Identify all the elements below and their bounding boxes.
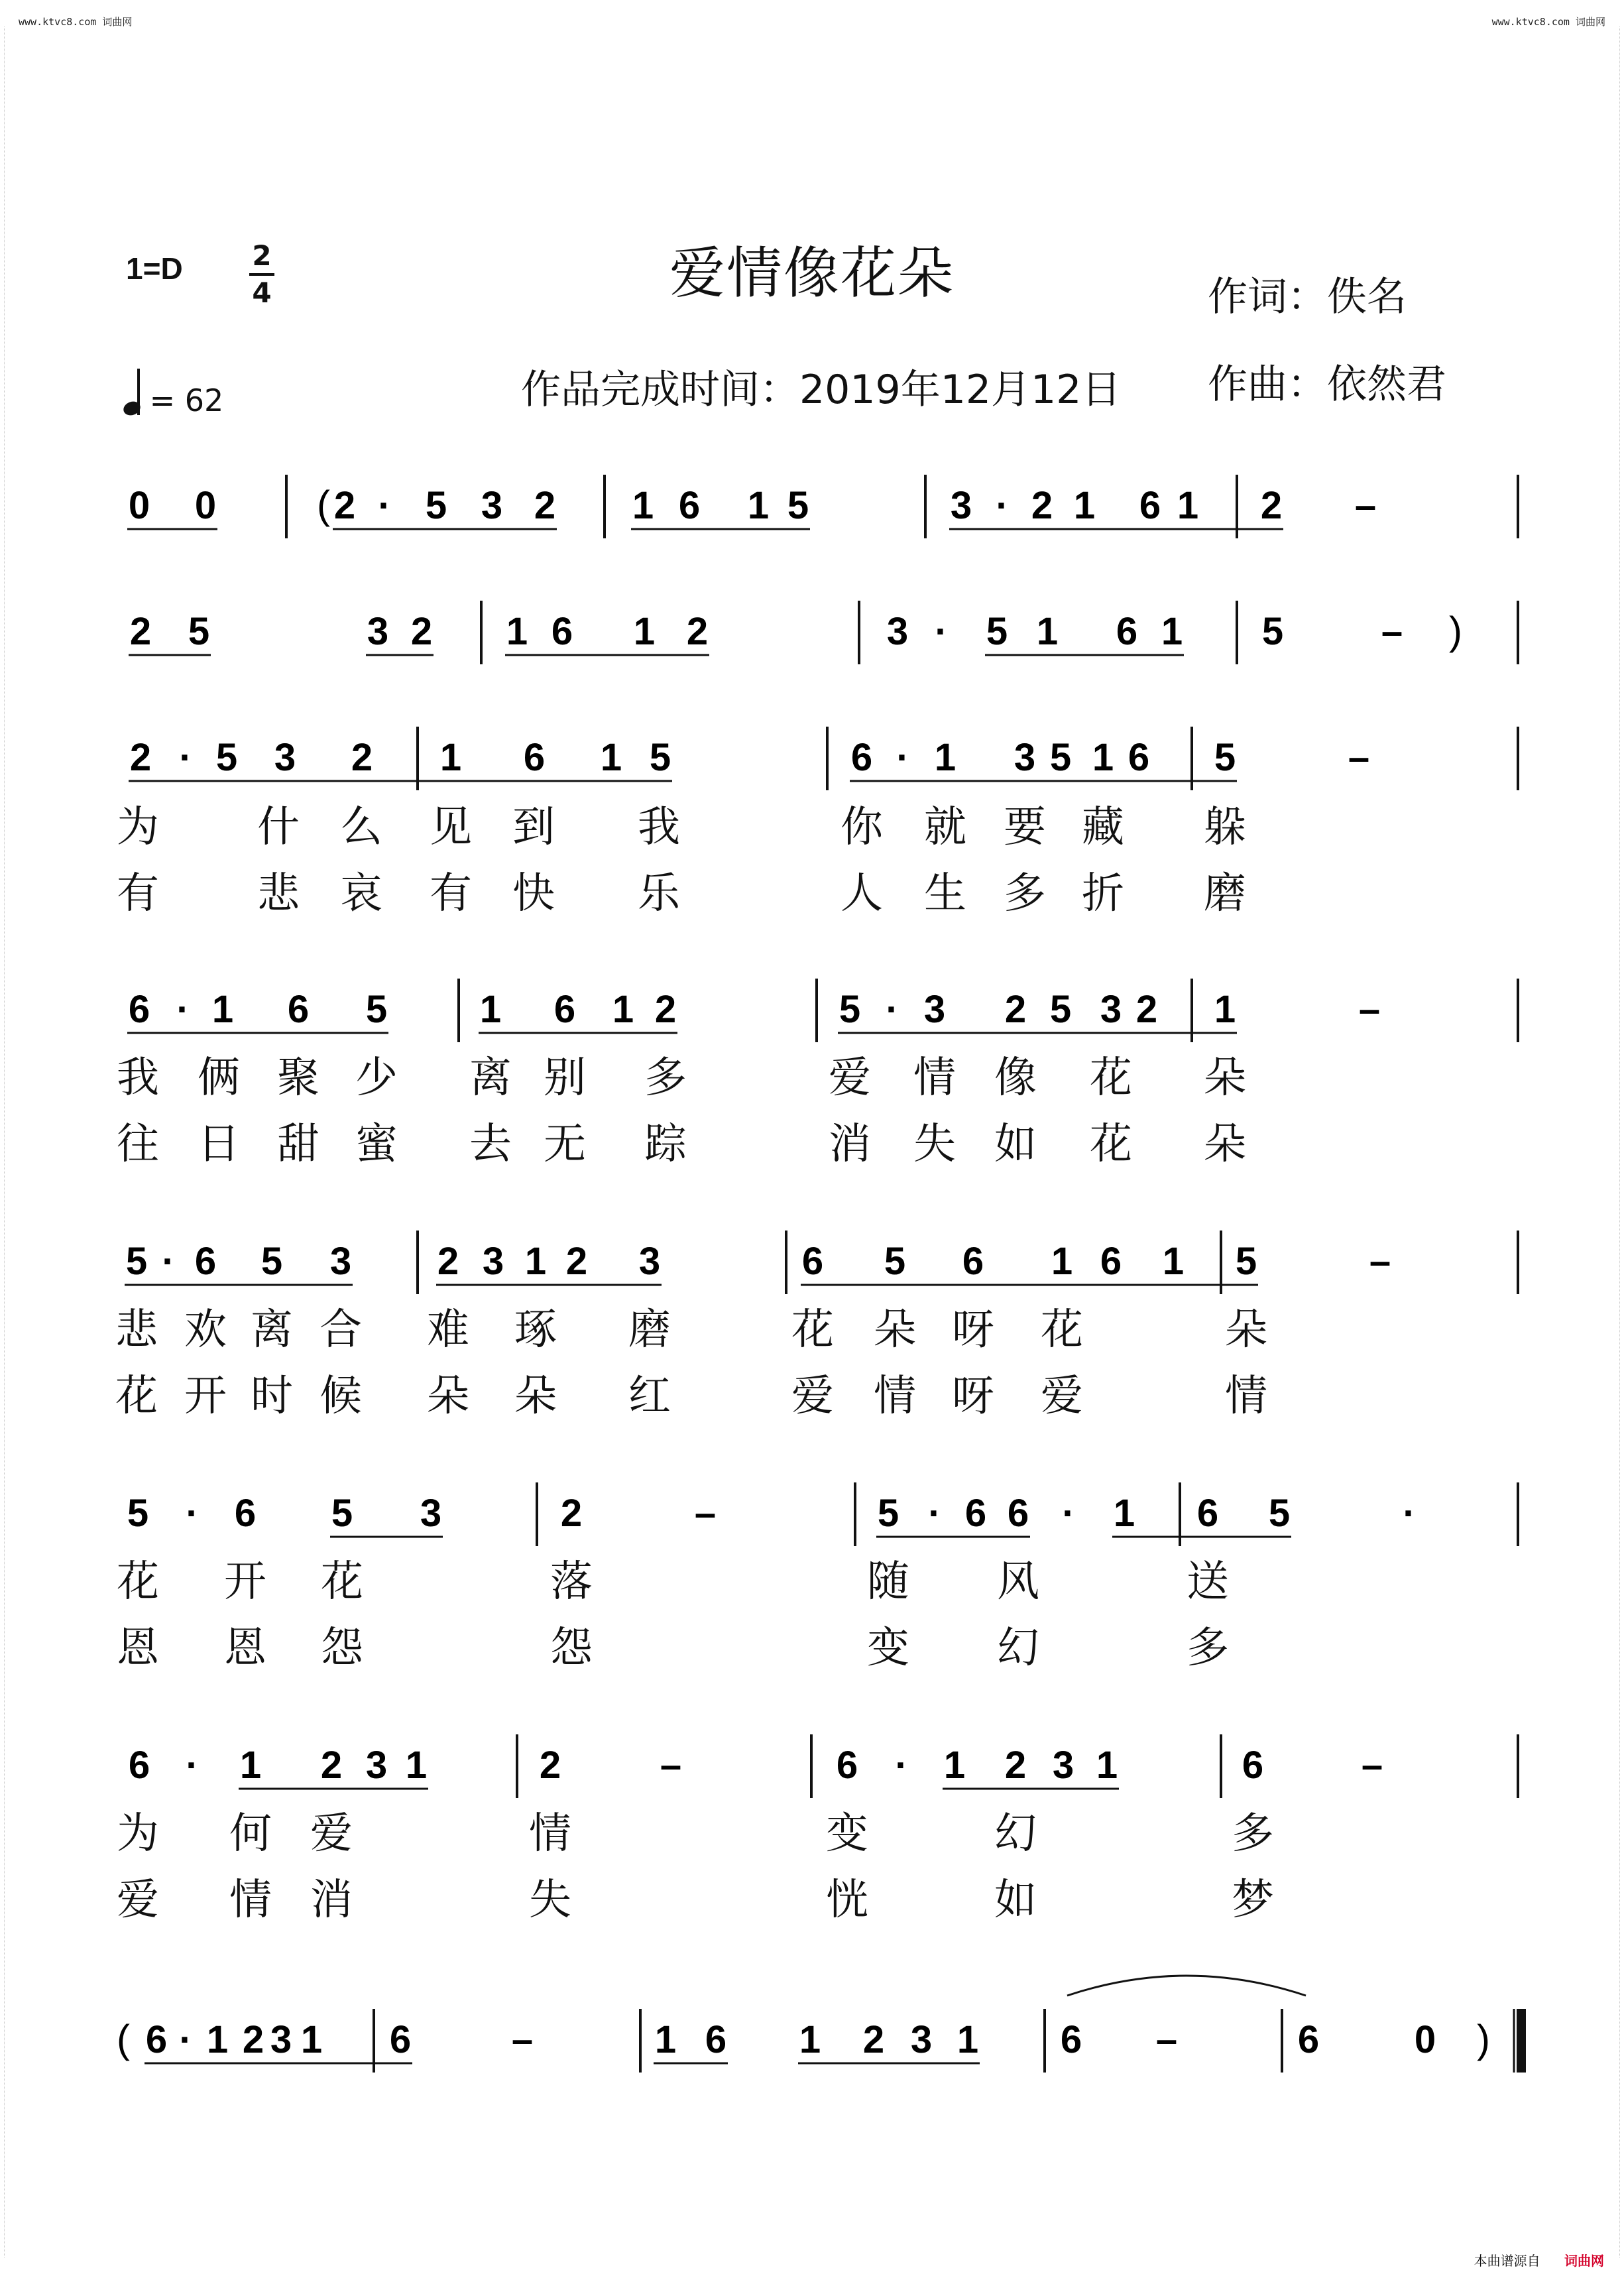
- lyric-char: 人: [841, 869, 883, 918]
- lyric-char: 琢: [514, 1305, 557, 1354]
- lyric-char: 俩: [198, 1053, 240, 1103]
- note-symbol: 1: [632, 484, 654, 527]
- note-symbol: 5: [127, 1492, 149, 1535]
- note-symbol: 2: [129, 610, 152, 653]
- lyric-char: 去: [469, 1120, 512, 1169]
- note-symbol: 1: [1177, 484, 1199, 527]
- slur-arc: [1067, 1976, 1306, 1996]
- note-symbol: 0: [128, 484, 150, 527]
- note-symbol: 6: [1128, 736, 1150, 779]
- note-symbol: 5: [787, 484, 809, 527]
- note-symbol: –: [1369, 1240, 1391, 1283]
- note-symbol: (: [317, 483, 330, 527]
- lyric-char: 怨: [321, 1624, 363, 1673]
- lyric-char: 要: [1004, 803, 1046, 852]
- note-symbol: (: [117, 2017, 130, 2061]
- note-symbol: 3: [950, 484, 972, 527]
- note-symbol: 6: [523, 736, 546, 779]
- lyric-char: 变: [826, 1809, 868, 1858]
- note-symbol: 1: [747, 484, 770, 527]
- note-symbol: 1: [600, 736, 622, 779]
- lyric-char: 什: [257, 803, 300, 852]
- lyric-char: 踪: [644, 1120, 687, 1169]
- note-symbol: ·: [996, 484, 1009, 527]
- lyric-char: 你: [841, 803, 883, 852]
- lyric-char: 躲: [1204, 803, 1246, 852]
- composer: 作曲：依然君: [1208, 361, 1446, 408]
- lyric-char: 为: [117, 803, 159, 852]
- note-symbol: 3: [1100, 988, 1122, 1031]
- note-symbol: –: [1348, 736, 1370, 779]
- note-symbol: 3: [1014, 736, 1036, 779]
- note-symbol: 2: [565, 1240, 588, 1283]
- completion-date: 作品完成时间：2019年12月12日: [521, 367, 1122, 413]
- note-symbol: 5: [1049, 988, 1072, 1031]
- note-symbol: 5: [649, 736, 671, 779]
- note-symbol: 0: [1414, 2018, 1436, 2061]
- time-top: 2: [252, 239, 272, 272]
- note-symbol: 3: [910, 2018, 933, 2061]
- note-symbol: 6: [287, 988, 310, 1031]
- note-symbol: 6: [1116, 610, 1138, 653]
- note-symbol: ·: [162, 1240, 175, 1283]
- site-label-left: www.ktvc8.com 词曲网: [19, 16, 133, 28]
- note-symbol: ): [1449, 609, 1462, 653]
- note-symbol: 1: [1162, 1240, 1185, 1283]
- note-symbol: 3: [274, 736, 296, 779]
- note-symbol: –: [660, 1744, 682, 1787]
- lyric-char: 爱: [1041, 1372, 1083, 1421]
- note-symbol: 5: [261, 1240, 283, 1283]
- note-symbol: 3: [1052, 1744, 1074, 1787]
- note-symbol: ·: [176, 988, 190, 1031]
- note-symbol: 1: [206, 2018, 229, 2061]
- note-symbol: 1: [654, 2018, 677, 2061]
- note-symbol: ·: [896, 736, 909, 779]
- lyric-char: 朵: [1225, 1305, 1267, 1354]
- footer-source: 本曲谱源自: [1474, 2253, 1540, 2269]
- note-symbol: 5: [365, 988, 388, 1031]
- note-symbol: 3: [329, 1240, 352, 1283]
- note-symbol: 2: [1031, 484, 1053, 527]
- note-symbol: 6: [194, 1240, 217, 1283]
- lyric-char: 朵: [514, 1372, 557, 1421]
- lyric-char: 恩: [224, 1624, 266, 1673]
- note-symbol: 6: [128, 1744, 150, 1787]
- footer: [1474, 2250, 1604, 2269]
- note-symbol: 2: [1135, 988, 1158, 1031]
- note-symbol: 1: [1051, 1240, 1073, 1283]
- note-symbol: 5: [125, 1240, 148, 1283]
- note-symbol: 2: [560, 1492, 583, 1535]
- note-symbol: ·: [378, 484, 391, 527]
- note-symbol: –: [694, 1492, 717, 1535]
- note-symbol: 5: [986, 610, 1008, 653]
- site-label-right: www.ktvc8.com 词曲网: [1491, 16, 1605, 28]
- note-symbol: 5: [1268, 1492, 1291, 1535]
- lyric-char: 呀: [952, 1305, 994, 1354]
- note-symbol: 6: [836, 1744, 858, 1787]
- lyric-char: 情: [529, 1809, 571, 1858]
- note-symbol: 2: [1260, 484, 1283, 527]
- note-symbol: 3: [886, 610, 909, 653]
- note-symbol: 1: [1214, 988, 1236, 1031]
- note-symbol: 1: [943, 1744, 966, 1787]
- note-symbol: 6: [705, 2018, 727, 2061]
- lyric-char: 别: [544, 1053, 586, 1103]
- lyric-char: 哀: [340, 869, 382, 918]
- final-barline-thick: [1519, 2009, 1526, 2073]
- key-signature: 1=D: [126, 251, 183, 286]
- lyric-char: 花: [115, 1372, 158, 1421]
- lyric-char: 朵: [1204, 1120, 1246, 1169]
- note-symbol: –: [511, 2018, 534, 2061]
- note-symbol: 5: [884, 1240, 906, 1283]
- lyric-char: 无: [544, 1120, 586, 1169]
- note-symbol: 2: [862, 2018, 885, 2061]
- lyric-char: 风: [997, 1557, 1039, 1606]
- note-symbol: –: [1354, 484, 1377, 527]
- lyric-char: 见: [430, 803, 472, 852]
- lyric-char: 呀: [952, 1372, 994, 1421]
- note-symbol: 6: [389, 2018, 412, 2061]
- note-symbol: 3: [420, 1492, 442, 1535]
- note-symbol: 1: [479, 988, 502, 1031]
- tempo-value: = 62: [149, 383, 224, 418]
- note-symbol: 1: [957, 2018, 979, 2061]
- note-symbol: 3: [482, 1240, 504, 1283]
- lyric-char: 难: [427, 1305, 469, 1354]
- lyric-char: 花: [1090, 1120, 1132, 1169]
- note-symbol: 1: [405, 1744, 428, 1787]
- lyric-char: 失: [529, 1876, 571, 1925]
- note-symbol: 2: [539, 1744, 561, 1787]
- note-symbol: 5: [331, 1492, 353, 1535]
- lyric-char: 爱: [310, 1809, 353, 1858]
- note-symbol: 3: [367, 610, 389, 653]
- lyric-char: 悲: [257, 869, 300, 918]
- note-symbol: 2: [1004, 988, 1027, 1031]
- note-symbol: –: [1381, 610, 1403, 653]
- lyric-char: 幻: [997, 1624, 1039, 1673]
- note-symbol: 5: [425, 484, 447, 527]
- lyric-char: 红: [628, 1372, 671, 1421]
- lyric-char: 情: [229, 1876, 272, 1925]
- note-symbol: 1: [211, 988, 234, 1031]
- lyric-char: 日: [198, 1120, 240, 1169]
- note-symbol: 6: [234, 1492, 257, 1535]
- note-symbol: 5: [188, 610, 210, 653]
- note-symbol: 2: [410, 610, 433, 653]
- lyric-char: 花: [1041, 1305, 1083, 1354]
- note-symbol: 2: [351, 736, 373, 779]
- note-symbol: 2: [534, 484, 556, 527]
- lyric-char: 开: [224, 1557, 266, 1606]
- lyric-char: 藏: [1082, 803, 1124, 852]
- note-symbol: 3: [638, 1240, 661, 1283]
- lyric-char: 合: [319, 1305, 362, 1354]
- note-symbol: 1: [934, 736, 957, 779]
- note-symbol: 1: [633, 610, 656, 653]
- lyric-char: 变: [867, 1624, 909, 1673]
- lyric-char: 情: [874, 1372, 916, 1421]
- note-symbol: 6: [128, 988, 150, 1031]
- lyric-char: 开: [184, 1372, 227, 1421]
- note-symbol: ·: [179, 2018, 192, 2061]
- lyric-char: 么: [340, 803, 382, 852]
- lyricist: 作词：佚名: [1208, 274, 1407, 320]
- lyric-char: 朵: [427, 1372, 469, 1421]
- lyric-char: 爱: [117, 1876, 159, 1925]
- note-symbol: 5: [839, 988, 861, 1031]
- lyric-char: 离: [251, 1305, 293, 1354]
- note-symbol: ·: [928, 1492, 941, 1535]
- lyric-char: 花: [1090, 1053, 1132, 1103]
- note-symbol: 5: [1235, 1240, 1257, 1283]
- lyric-char: 磨: [1204, 869, 1246, 918]
- note-symbol: 6: [962, 1240, 984, 1283]
- lyric-char: 梦: [1232, 1876, 1274, 1925]
- note-symbol: 1: [300, 2018, 323, 2061]
- lyric-char: 就: [924, 803, 966, 852]
- note-symbol: 2: [654, 988, 677, 1031]
- lyric-char: 随: [867, 1557, 909, 1606]
- lyric-char: 我: [638, 803, 680, 852]
- note-symbol: 5: [1049, 736, 1072, 779]
- lyric-char: 情: [913, 1053, 956, 1103]
- note-symbol: 1: [239, 1744, 262, 1787]
- note-symbol: ): [1477, 2017, 1490, 2061]
- lyric-char: 少: [355, 1053, 398, 1103]
- note-symbol: 1: [1096, 1744, 1118, 1787]
- lyric-char: 情: [1225, 1372, 1267, 1421]
- note-symbol: 1: [1161, 610, 1183, 653]
- song-title: 爱情像花朵: [669, 241, 955, 306]
- note-symbol: ·: [186, 1744, 199, 1787]
- note-symbol: 1: [799, 2018, 821, 2061]
- lyric-char: 候: [319, 1372, 362, 1421]
- lyric-char: 花: [791, 1305, 834, 1354]
- note-symbol: 5: [1214, 736, 1236, 779]
- lyric-char: 离: [469, 1053, 512, 1103]
- note-symbol: –: [1361, 1744, 1383, 1787]
- note-symbol: 2: [320, 1744, 343, 1787]
- lyric-char: 恩: [117, 1624, 159, 1673]
- note-symbol: 6: [1060, 2018, 1082, 2061]
- lyric-char: 悲: [115, 1305, 158, 1354]
- note-symbol: 3: [481, 484, 503, 527]
- note-symbol: 6: [678, 484, 701, 527]
- note-symbol: ·: [1403, 1492, 1416, 1535]
- lyric-char: 聚: [277, 1053, 319, 1103]
- lyric-char: 蜜: [355, 1120, 398, 1169]
- lyric-char: 时: [251, 1372, 293, 1421]
- lyric-char: 如: [994, 1876, 1037, 1925]
- lyric-char: 如: [994, 1120, 1037, 1169]
- note-symbol: ·: [886, 988, 899, 1031]
- note-symbol: 6: [964, 1492, 987, 1535]
- note-symbol: 6: [1297, 2018, 1320, 2061]
- lyric-char: 落: [550, 1557, 593, 1606]
- note-symbol: 6: [1007, 1492, 1029, 1535]
- note-symbol: 1: [1092, 736, 1114, 779]
- note-symbol: 2: [333, 484, 356, 527]
- lyric-char: 爱: [791, 1372, 834, 1421]
- lyric-char: 欢: [184, 1305, 227, 1354]
- note-symbol: 1: [612, 988, 634, 1031]
- lyric-char: 多: [644, 1053, 687, 1103]
- note-symbol: 3: [365, 1744, 388, 1787]
- lyric-char: 送: [1187, 1557, 1229, 1606]
- note-symbol: 5: [1261, 610, 1284, 653]
- note-symbol: 3: [923, 988, 946, 1031]
- note-symbol: 6: [1242, 1744, 1264, 1787]
- lyric-char: 快: [512, 869, 555, 918]
- lyric-char: 磨: [628, 1305, 671, 1354]
- note-symbol: 1: [1113, 1492, 1135, 1535]
- note-symbol: 3: [270, 2018, 292, 2061]
- lyric-char: 消: [310, 1876, 353, 1925]
- note-symbol: 5: [215, 736, 238, 779]
- lyric-char: 怨: [550, 1624, 593, 1673]
- note-symbol: 0: [194, 484, 217, 527]
- note-symbol: 6: [801, 1240, 824, 1283]
- lyric-char: 我: [117, 1053, 159, 1103]
- time-bottom: 4: [252, 276, 272, 309]
- lyric-char: 朵: [874, 1305, 916, 1354]
- lyric-char: 花: [321, 1557, 363, 1606]
- note-symbol: 1: [1073, 484, 1096, 527]
- note-symbol: 6: [551, 610, 573, 653]
- lyric-char: 多: [1187, 1624, 1229, 1673]
- lyric-char: 何: [229, 1809, 272, 1858]
- lyric-char: 甜: [277, 1120, 319, 1169]
- lyric-char: 乐: [638, 869, 680, 918]
- note-symbol: 6: [1196, 1492, 1219, 1535]
- note-symbol: –: [1358, 988, 1381, 1031]
- note-symbol: ·: [895, 1744, 908, 1787]
- note-symbol: 6: [850, 736, 873, 779]
- note-symbol: 2: [1004, 1744, 1027, 1787]
- note-symbol: 1: [439, 736, 462, 779]
- note-symbol: 1: [1036, 610, 1059, 653]
- lyric-char: 爱: [829, 1053, 871, 1103]
- note-symbol: ·: [935, 610, 948, 653]
- note-symbol: ·: [1062, 1492, 1075, 1535]
- lyric-char: 消: [829, 1120, 871, 1169]
- lyric-char: 花: [117, 1557, 159, 1606]
- note-symbol: 2: [437, 1240, 459, 1283]
- note-symbol: 5: [877, 1492, 899, 1535]
- lyric-char: 生: [924, 869, 966, 918]
- lyric-char: 多: [1232, 1809, 1274, 1858]
- note-symbol: 6: [553, 988, 576, 1031]
- note-symbol: 2: [129, 736, 152, 779]
- lyric-char: 有: [430, 869, 472, 918]
- note-symbol: 6: [145, 2018, 168, 2061]
- lyric-char: 折: [1082, 869, 1124, 918]
- note-symbol: 6: [1139, 484, 1161, 527]
- lyric-char: 像: [994, 1053, 1037, 1103]
- note-symbol: 1: [506, 610, 528, 653]
- lyric-char: 多: [1004, 869, 1046, 918]
- lyric-char: 幻: [994, 1809, 1037, 1858]
- note-symbol: –: [1155, 2018, 1178, 2061]
- note-symbol: 2: [242, 2018, 264, 2061]
- lyric-char: 为: [117, 1809, 159, 1858]
- note-symbol: 1: [524, 1240, 547, 1283]
- lyric-char: 失: [913, 1120, 956, 1169]
- note-symbol: 6: [1100, 1240, 1122, 1283]
- lyric-char: 恍: [826, 1876, 868, 1925]
- note-symbol: ·: [186, 1492, 199, 1535]
- note-symbol: ·: [179, 736, 192, 779]
- note-symbol: 2: [686, 610, 709, 653]
- lyric-char: 到: [512, 803, 555, 852]
- lyric-char: 朵: [1204, 1053, 1246, 1103]
- footer-brand: 词曲网: [1564, 2253, 1604, 2269]
- lyric-char: 往: [117, 1120, 159, 1169]
- lyric-char: 有: [117, 869, 159, 918]
